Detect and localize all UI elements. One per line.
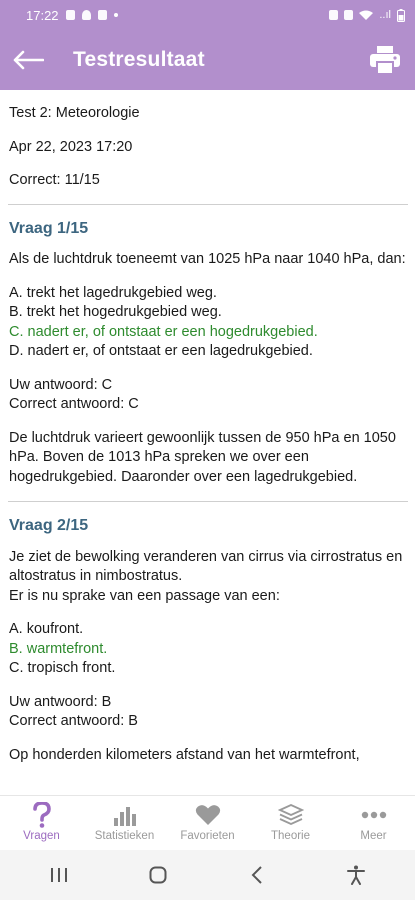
app-bar — [0, 30, 415, 90]
answer-option: A. trekt het lagedrukgebied weg. — [9, 284, 217, 301]
person-icon — [82, 10, 91, 20]
nav-item-statistieken[interactable] — [83, 796, 166, 850]
signal-icon: ..ıl — [379, 9, 391, 21]
question-title: Vraag 2/15 — [9, 517, 89, 534]
correct-answer: Correct antwoord: C — [9, 396, 139, 412]
recent-apps-button[interactable] — [39, 855, 79, 895]
question-text: Als de luchtdruk toeneemt van 1025 hPa naar 1040 hPa, dan: — [9, 251, 406, 267]
nav-label: Vragen — [23, 830, 60, 842]
nav-label: Statistieken — [94, 830, 155, 842]
question-text: Je ziet de bewolking veranderen van cirrus via cirrostratus en altostratus in nimbostratus. Er is nu sprake van een passage van een: — [9, 548, 403, 604]
wifi-icon — [359, 10, 373, 21]
test-score: Correct: 11/15 — [9, 172, 100, 188]
mute-icon — [344, 10, 353, 20]
your-answer: Uw antwoord: B — [9, 693, 112, 710]
arrow-left-icon — [12, 50, 44, 70]
back-button[interactable] — [0, 30, 56, 90]
answer-option-correct: B. warmtefront. — [9, 640, 108, 657]
battery-icon — [397, 9, 405, 22]
nav-label: Theorie — [271, 830, 310, 842]
correct-answer: Correct antwoord: B — [9, 713, 138, 729]
answer-summary — [9, 693, 406, 732]
test-date: Apr 22, 2023 17:20 — [9, 138, 133, 155]
more-notifications-dot — [114, 13, 118, 17]
home-icon — [149, 866, 167, 884]
system-back-button[interactable] — [237, 855, 277, 895]
accessibility-button[interactable] — [336, 855, 376, 895]
nav-item-vragen[interactable] — [0, 796, 83, 850]
status-time: 17:22 — [26, 7, 59, 23]
printer-icon — [369, 45, 401, 75]
answer-options — [9, 284, 406, 362]
accessibility-icon — [347, 865, 365, 885]
notification-icon — [66, 10, 75, 20]
answer-option: C. tropisch front. — [9, 660, 116, 676]
question-title: Vraag 1/15 — [9, 219, 89, 237]
recent-apps-icon — [50, 867, 68, 883]
answer-option: A. koufront. — [9, 621, 84, 637]
chevron-left-icon — [251, 866, 263, 884]
print-button[interactable] — [355, 30, 415, 90]
results-content[interactable] — [0, 90, 415, 795]
answer-options — [9, 620, 406, 679]
page-title: Testresultaat — [73, 48, 205, 71]
nav-item-theorie[interactable] — [249, 796, 332, 850]
answer-summary — [9, 376, 406, 415]
question-block — [9, 502, 406, 765]
heart-icon — [195, 804, 221, 826]
status-bar — [0, 0, 415, 30]
more-dots-icon — [361, 811, 387, 819]
bar-chart-icon — [113, 804, 137, 826]
home-button[interactable] — [138, 855, 178, 895]
nav-label: Favorieten — [180, 830, 235, 842]
explanation: Op honderden kilometers afstand van het warmtefront, — [9, 746, 360, 763]
bottom-navigation — [0, 795, 415, 850]
nav-item-meer[interactable] — [332, 796, 415, 850]
explanation: De luchtdruk varieert gewoonlijk tussen de 950 hPa en 1050 hPa. Boven de 1013 hPa spreken we over een hogedrukgebied. Daaronder over een lagedrukgebied. — [9, 429, 396, 485]
nav-label: Meer — [360, 830, 387, 842]
question-block — [9, 205, 406, 488]
nav-item-favorieten[interactable] — [166, 796, 249, 850]
app-notification-icon — [98, 10, 107, 20]
question-icon — [32, 802, 52, 828]
answer-option-correct: C. nadert er, of ontstaat er een hogedrukgebied. — [9, 323, 318, 340]
answer-option: D. nadert er, of ontstaat er een lagedrukgebied. — [9, 343, 313, 359]
answer-option: B. trekt het hogedrukgebied weg. — [9, 304, 222, 320]
your-answer: Uw antwoord: C — [9, 376, 113, 393]
test-name: Test 2: Meteorologie — [9, 105, 140, 121]
alarm-icon — [329, 10, 338, 20]
system-navigation-bar — [0, 850, 415, 900]
book-stack-icon — [278, 804, 304, 826]
